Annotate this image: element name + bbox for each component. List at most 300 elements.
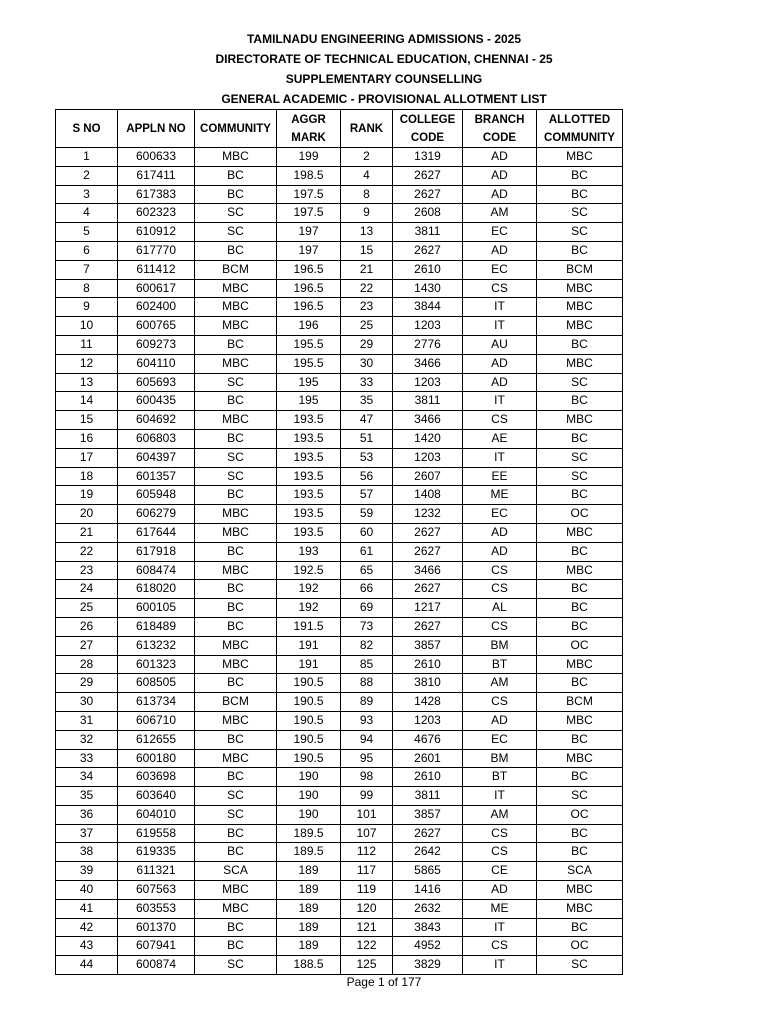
cell-branch-code: IT [463, 448, 537, 467]
cell-allotted-community: BC [537, 617, 623, 636]
cell-branch-code: CS [463, 824, 537, 843]
cell-allotted-community: MBC [537, 881, 623, 900]
column-header-community: COMMUNITY [195, 110, 277, 148]
cell-community: MBC [195, 505, 277, 524]
cell-aggr-mark: 190 [277, 768, 341, 787]
cell-rank: 47 [341, 411, 393, 430]
cell-allotted-community: MBC [537, 317, 623, 336]
table-row [56, 373, 623, 392]
cell-sno: 43 [56, 937, 118, 956]
cell-community: BC [195, 335, 277, 354]
cell-allotted-community: MBC [537, 523, 623, 542]
table-row [56, 429, 623, 448]
cell-branch-code: IT [463, 787, 537, 806]
cell-allotted-community: BC [537, 674, 623, 693]
column-header-sno: S NO [56, 110, 118, 148]
cell-community: BC [195, 824, 277, 843]
cell-sno: 19 [56, 486, 118, 505]
cell-sno: 41 [56, 899, 118, 918]
cell-allotted-community: BCM [537, 260, 623, 279]
cell-sno: 35 [56, 787, 118, 806]
cell-appln-no: 600617 [118, 279, 195, 298]
cell-allotted-community: SC [537, 956, 623, 975]
cell-community: MBC [195, 523, 277, 542]
cell-branch-code: CS [463, 937, 537, 956]
cell-allotted-community: BC [537, 166, 623, 185]
cell-rank: 88 [341, 674, 393, 693]
cell-rank: 85 [341, 655, 393, 674]
cell-allotted-community: MBC [537, 279, 623, 298]
cell-community: SC [195, 467, 277, 486]
cell-aggr-mark: 189 [277, 862, 341, 881]
cell-rank: 23 [341, 298, 393, 317]
cell-college-code: 2642 [393, 843, 463, 862]
cell-aggr-mark: 197.5 [277, 185, 341, 204]
cell-aggr-mark: 195 [277, 373, 341, 392]
cell-college-code: 4952 [393, 937, 463, 956]
cell-college-code: 3466 [393, 411, 463, 430]
cell-branch-code: CS [463, 411, 537, 430]
cell-allotted-community: MBC [537, 655, 623, 674]
cell-allotted-community: SCA [537, 862, 623, 881]
table-row [56, 899, 623, 918]
cell-appln-no: 619558 [118, 824, 195, 843]
cell-college-code: 3466 [393, 561, 463, 580]
cell-aggr-mark: 189.5 [277, 843, 341, 862]
cell-allotted-community: MBC [537, 749, 623, 768]
header-counselling: SUPPLEMENTARY COUNSELLING [285, 72, 483, 86]
table-row [56, 787, 623, 806]
page-number: Page 1 of 177 [346, 975, 422, 989]
cell-branch-code: AD [463, 166, 537, 185]
cell-branch-code: CE [463, 862, 537, 881]
cell-allotted-community: BC [537, 185, 623, 204]
cell-college-code: 3829 [393, 956, 463, 975]
cell-aggr-mark: 190.5 [277, 693, 341, 712]
cell-aggr-mark: 190.5 [277, 730, 341, 749]
table-row [56, 467, 623, 486]
cell-community: SC [195, 787, 277, 806]
document-header [0, 29, 768, 109]
cell-community: MBC [195, 411, 277, 430]
cell-community: BCM [195, 260, 277, 279]
cell-college-code: 2610 [393, 768, 463, 787]
cell-branch-code: AM [463, 204, 537, 223]
table-row [56, 148, 623, 167]
cell-rank: 65 [341, 561, 393, 580]
table-row [56, 335, 623, 354]
cell-appln-no: 603640 [118, 787, 195, 806]
cell-branch-code: BM [463, 636, 537, 655]
column-header-appln-no: APPLN NO [118, 110, 195, 148]
cell-appln-no: 610912 [118, 223, 195, 242]
cell-appln-no: 604397 [118, 448, 195, 467]
cell-allotted-community: OC [537, 505, 623, 524]
cell-appln-no: 606279 [118, 505, 195, 524]
cell-allotted-community: OC [537, 937, 623, 956]
cell-community: BC [195, 843, 277, 862]
cell-appln-no: 619335 [118, 843, 195, 862]
cell-rank: 8 [341, 185, 393, 204]
cell-rank: 56 [341, 467, 393, 486]
table-row [56, 505, 623, 524]
cell-college-code: 1232 [393, 505, 463, 524]
cell-sno: 5 [56, 223, 118, 242]
cell-sno: 44 [56, 956, 118, 975]
cell-community: SC [195, 956, 277, 975]
cell-sno: 3 [56, 185, 118, 204]
cell-aggr-mark: 197.5 [277, 204, 341, 223]
cell-sno: 26 [56, 617, 118, 636]
table-row [56, 580, 623, 599]
cell-community: MBC [195, 655, 277, 674]
cell-sno: 15 [56, 411, 118, 430]
cell-aggr-mark: 190.5 [277, 749, 341, 768]
cell-allotted-community: MBC [537, 148, 623, 167]
cell-aggr-mark: 193.5 [277, 411, 341, 430]
allotment-table [55, 109, 623, 975]
cell-aggr-mark: 189 [277, 881, 341, 900]
cell-sno: 18 [56, 467, 118, 486]
cell-allotted-community: BC [537, 768, 623, 787]
cell-allotted-community: BC [537, 730, 623, 749]
cell-sno: 13 [56, 373, 118, 392]
cell-aggr-mark: 193.5 [277, 505, 341, 524]
cell-branch-code: CS [463, 561, 537, 580]
cell-sno: 14 [56, 392, 118, 411]
table-row [56, 260, 623, 279]
table-row [56, 956, 623, 975]
cell-sno: 27 [56, 636, 118, 655]
cell-aggr-mark: 196.5 [277, 260, 341, 279]
cell-aggr-mark: 196.5 [277, 298, 341, 317]
cell-community: BC [195, 185, 277, 204]
cell-appln-no: 600435 [118, 392, 195, 411]
cell-sno: 10 [56, 317, 118, 336]
cell-sno: 24 [56, 580, 118, 599]
table-row [56, 711, 623, 730]
cell-rank: 15 [341, 241, 393, 260]
column-header-college-code: COLLEGE CODE [393, 110, 463, 148]
cell-community: BC [195, 429, 277, 448]
cell-rank: 93 [341, 711, 393, 730]
cell-community: MBC [195, 298, 277, 317]
cell-allotted-community: MBC [537, 899, 623, 918]
cell-aggr-mark: 199 [277, 148, 341, 167]
cell-rank: 98 [341, 768, 393, 787]
table-row [56, 617, 623, 636]
cell-aggr-mark: 197 [277, 223, 341, 242]
cell-community: BC [195, 617, 277, 636]
cell-aggr-mark: 190.5 [277, 711, 341, 730]
cell-branch-code: IT [463, 298, 537, 317]
cell-college-code: 3466 [393, 354, 463, 373]
cell-college-code: 2627 [393, 617, 463, 636]
cell-appln-no: 600765 [118, 317, 195, 336]
cell-allotted-community: SC [537, 448, 623, 467]
cell-community: MBC [195, 279, 277, 298]
header-list-title: GENERAL ACADEMIC - PROVISIONAL ALLOTMENT LIST [221, 92, 547, 106]
cell-aggr-mark: 190 [277, 805, 341, 824]
cell-branch-code: AD [463, 373, 537, 392]
cell-allotted-community: BC [537, 241, 623, 260]
cell-rank: 112 [341, 843, 393, 862]
column-header-allotted-community: ALLOTTED COMMUNITY [537, 110, 623, 148]
cell-branch-code: ME [463, 486, 537, 505]
cell-community: MBC [195, 354, 277, 373]
cell-rank: 22 [341, 279, 393, 298]
cell-college-code: 2776 [393, 335, 463, 354]
cell-appln-no: 617644 [118, 523, 195, 542]
cell-rank: 69 [341, 599, 393, 618]
cell-appln-no: 607941 [118, 937, 195, 956]
cell-college-code: 1203 [393, 373, 463, 392]
cell-community: SC [195, 448, 277, 467]
cell-rank: 2 [341, 148, 393, 167]
cell-branch-code: IT [463, 956, 537, 975]
cell-aggr-mark: 191 [277, 655, 341, 674]
table-row [56, 523, 623, 542]
cell-rank: 61 [341, 542, 393, 561]
cell-college-code: 1430 [393, 279, 463, 298]
cell-college-code: 3843 [393, 918, 463, 937]
cell-branch-code: AD [463, 354, 537, 373]
cell-sno: 11 [56, 335, 118, 354]
cell-sno: 2 [56, 166, 118, 185]
cell-college-code: 1203 [393, 448, 463, 467]
cell-community: MBC [195, 148, 277, 167]
cell-branch-code: EE [463, 467, 537, 486]
cell-rank: 30 [341, 354, 393, 373]
table-row [56, 392, 623, 411]
cell-allotted-community: BC [537, 335, 623, 354]
cell-appln-no: 606710 [118, 711, 195, 730]
cell-college-code: 2627 [393, 185, 463, 204]
cell-allotted-community: SC [537, 467, 623, 486]
cell-allotted-community: BCM [537, 693, 623, 712]
cell-branch-code: BT [463, 768, 537, 787]
table-row [56, 185, 623, 204]
cell-allotted-community: SC [537, 373, 623, 392]
cell-sno: 33 [56, 749, 118, 768]
cell-branch-code: CS [463, 617, 537, 636]
cell-branch-code: EC [463, 223, 537, 242]
cell-sno: 28 [56, 655, 118, 674]
cell-sno: 37 [56, 824, 118, 843]
cell-rank: 60 [341, 523, 393, 542]
column-header-rank: RANK [341, 110, 393, 148]
table-row [56, 204, 623, 223]
cell-appln-no: 612655 [118, 730, 195, 749]
cell-sno: 31 [56, 711, 118, 730]
cell-rank: 122 [341, 937, 393, 956]
cell-aggr-mark: 192.5 [277, 561, 341, 580]
cell-college-code: 2601 [393, 749, 463, 768]
column-header-branch-code: BRANCH CODE [463, 110, 537, 148]
cell-appln-no: 618489 [118, 617, 195, 636]
cell-community: MBC [195, 636, 277, 655]
cell-aggr-mark: 193.5 [277, 523, 341, 542]
cell-aggr-mark: 196 [277, 317, 341, 336]
cell-community: BC [195, 918, 277, 937]
cell-college-code: 2627 [393, 166, 463, 185]
cell-allotted-community: MBC [537, 411, 623, 430]
cell-community: MBC [195, 881, 277, 900]
cell-college-code: 2627 [393, 824, 463, 843]
cell-appln-no: 617770 [118, 241, 195, 260]
table-row [56, 298, 623, 317]
table-row [56, 768, 623, 787]
cell-aggr-mark: 188.5 [277, 956, 341, 975]
cell-aggr-mark: 195.5 [277, 354, 341, 373]
cell-branch-code: AD [463, 148, 537, 167]
cell-sno: 36 [56, 805, 118, 824]
cell-appln-no: 605948 [118, 486, 195, 505]
table-row [56, 166, 623, 185]
cell-rank: 89 [341, 693, 393, 712]
cell-rank: 101 [341, 805, 393, 824]
cell-aggr-mark: 189.5 [277, 824, 341, 843]
cell-community: SC [195, 373, 277, 392]
table-row [56, 730, 623, 749]
cell-branch-code: IT [463, 317, 537, 336]
table-row [56, 655, 623, 674]
cell-community: BC [195, 674, 277, 693]
column-header-aggr-mark: AGGR MARK [277, 110, 341, 148]
cell-appln-no: 604110 [118, 354, 195, 373]
cell-aggr-mark: 198.5 [277, 166, 341, 185]
cell-sno: 17 [56, 448, 118, 467]
cell-appln-no: 611321 [118, 862, 195, 881]
cell-community: MBC [195, 317, 277, 336]
cell-college-code: 1203 [393, 711, 463, 730]
cell-appln-no: 617918 [118, 542, 195, 561]
cell-appln-no: 613232 [118, 636, 195, 655]
cell-branch-code: AU [463, 335, 537, 354]
cell-sno: 21 [56, 523, 118, 542]
cell-sno: 38 [56, 843, 118, 862]
cell-college-code: 3811 [393, 392, 463, 411]
cell-appln-no: 604010 [118, 805, 195, 824]
cell-appln-no: 608474 [118, 561, 195, 580]
cell-community: MBC [195, 749, 277, 768]
cell-aggr-mark: 192 [277, 599, 341, 618]
cell-rank: 53 [341, 448, 393, 467]
cell-college-code: 2627 [393, 542, 463, 561]
table-row [56, 805, 623, 824]
cell-allotted-community: SC [537, 204, 623, 223]
cell-college-code: 1420 [393, 429, 463, 448]
cell-branch-code: CS [463, 580, 537, 599]
cell-college-code: 2627 [393, 241, 463, 260]
table-row [56, 636, 623, 655]
cell-appln-no: 611412 [118, 260, 195, 279]
table-row [56, 561, 623, 580]
cell-rank: 33 [341, 373, 393, 392]
cell-branch-code: EC [463, 730, 537, 749]
cell-college-code: 3844 [393, 298, 463, 317]
cell-sno: 12 [56, 354, 118, 373]
cell-branch-code: AD [463, 241, 537, 260]
cell-community: SC [195, 223, 277, 242]
cell-branch-code: AL [463, 599, 537, 618]
cell-allotted-community: OC [537, 636, 623, 655]
cell-rank: 4 [341, 166, 393, 185]
table-row [56, 843, 623, 862]
cell-appln-no: 606803 [118, 429, 195, 448]
cell-community: SCA [195, 862, 277, 881]
cell-appln-no: 601370 [118, 918, 195, 937]
cell-branch-code: AE [463, 429, 537, 448]
cell-rank: 125 [341, 956, 393, 975]
cell-college-code: 1416 [393, 881, 463, 900]
cell-college-code: 2632 [393, 899, 463, 918]
cell-appln-no: 617383 [118, 185, 195, 204]
cell-branch-code: AD [463, 185, 537, 204]
cell-sno: 9 [56, 298, 118, 317]
cell-rank: 94 [341, 730, 393, 749]
cell-sno: 6 [56, 241, 118, 260]
table-row [56, 279, 623, 298]
cell-aggr-mark: 190.5 [277, 674, 341, 693]
cell-college-code: 1319 [393, 148, 463, 167]
cell-appln-no: 602400 [118, 298, 195, 317]
cell-allotted-community: SC [537, 787, 623, 806]
cell-rank: 21 [341, 260, 393, 279]
cell-allotted-community: BC [537, 843, 623, 862]
cell-allotted-community: OC [537, 805, 623, 824]
cell-community: BC [195, 768, 277, 787]
header-directorate: DIRECTORATE OF TECHNICAL EDUCATION, CHENNAI - 25 [215, 52, 553, 66]
cell-appln-no: 603698 [118, 768, 195, 787]
cell-branch-code: AM [463, 805, 537, 824]
cell-community: BC [195, 730, 277, 749]
table-row [56, 824, 623, 843]
cell-college-code: 2610 [393, 655, 463, 674]
cell-college-code: 1408 [393, 486, 463, 505]
cell-rank: 29 [341, 335, 393, 354]
cell-college-code: 2608 [393, 204, 463, 223]
cell-allotted-community: BC [537, 392, 623, 411]
cell-appln-no: 604692 [118, 411, 195, 430]
cell-college-code: 2607 [393, 467, 463, 486]
cell-appln-no: 617411 [118, 166, 195, 185]
cell-rank: 73 [341, 617, 393, 636]
cell-community: BC [195, 166, 277, 185]
cell-rank: 119 [341, 881, 393, 900]
cell-college-code: 1217 [393, 599, 463, 618]
cell-branch-code: CS [463, 693, 537, 712]
table-row [56, 354, 623, 373]
cell-branch-code: AD [463, 542, 537, 561]
cell-sno: 39 [56, 862, 118, 881]
cell-rank: 82 [341, 636, 393, 655]
cell-rank: 57 [341, 486, 393, 505]
cell-allotted-community: BC [537, 599, 623, 618]
cell-branch-code: CS [463, 279, 537, 298]
cell-community: MBC [195, 899, 277, 918]
cell-appln-no: 601357 [118, 467, 195, 486]
cell-appln-no: 601323 [118, 655, 195, 674]
cell-appln-no: 607563 [118, 881, 195, 900]
cell-rank: 59 [341, 505, 393, 524]
cell-sno: 8 [56, 279, 118, 298]
cell-branch-code: BM [463, 749, 537, 768]
cell-branch-code: CS [463, 843, 537, 862]
cell-college-code: 3857 [393, 805, 463, 824]
cell-appln-no: 608505 [118, 674, 195, 693]
cell-branch-code: BT [463, 655, 537, 674]
